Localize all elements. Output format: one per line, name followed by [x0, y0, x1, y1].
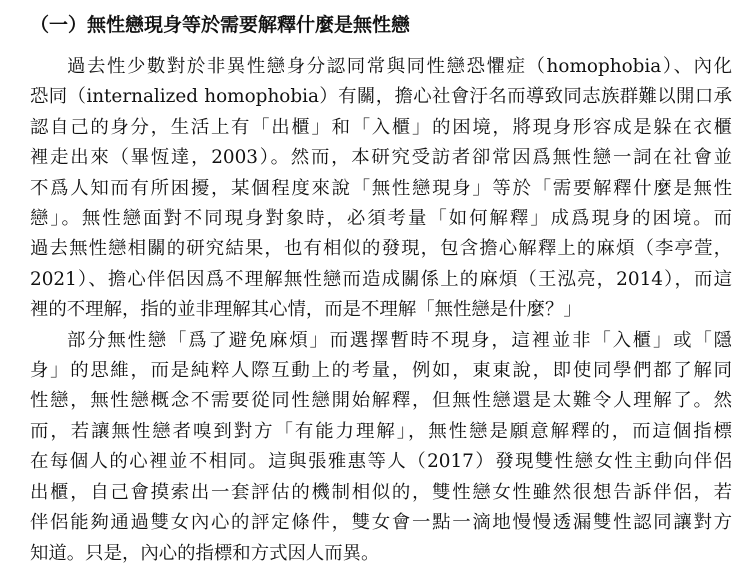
paragraph-line: 裡走出來（畢恆達，2003）。然而，本研究受訪者卻常因爲無性戀一詞在社會並 — [30, 147, 732, 169]
paragraph-line: 伴侶能夠通過雙女內心的評定條件，雙女會一點一滴地慢慢透漏雙性認同讓對方 — [30, 512, 732, 534]
paragraph-line: 恐同（internalized homophobia）有關，擔心社會汙名而導致同志族群難以開口承 — [30, 86, 732, 108]
paragraph-line: 戀」。無性戀面對不同現身對象時，必須考量「如何解釋」成爲現身的困境。而 — [30, 208, 732, 230]
paragraph-line: 身」的思維，而是純粹人際互動上的考量，例如，東東說，即使同學們都了解同 — [30, 360, 732, 382]
paragraph-2 — [30, 326, 732, 569]
paragraph-line: 在每個人的心裡並不相同。這與張雅惠等人（2017）發現雙性戀女性主動向伴侶 — [30, 451, 732, 473]
paragraph-line: 出櫃，自己會摸索出一套評估的機制相似的，雙性戀女性雖然很想告訴伴侶，若 — [30, 481, 732, 503]
paragraph-line: 2021）、擔心伴侶因爲不理解無性戀而造成關係上的麻煩（王泓亮，2014），而這 — [30, 268, 732, 290]
paragraph-line: 認自己的身分，生活上有「出櫃」和「入櫃」的困境，將現身形容成是躲在衣櫃 — [30, 116, 732, 138]
paragraph-line: 而，若讓無性戀者嗅到對方「有能力理解」，無性戀是願意解釋的，而這個指標 — [30, 420, 732, 442]
paragraph-1 — [30, 52, 732, 326]
paragraph-line: 性戀，無性戀概念不需要從同性戀開始解釋，但無性戀還是太難令人理解了。然 — [30, 390, 732, 412]
section-heading: （一）無性戀現身等於需要解釋什麼是無性戀 — [30, 14, 411, 36]
paragraph-line: 知道。只是，內心的指標和方式因人而異。 — [30, 542, 380, 564]
paragraph-line: 過去無性戀相關的研究結果，也有相似的發現，包含擔心解釋上的麻煩（李亭萱， — [30, 238, 732, 260]
paragraph-line: 不爲人知而有所困擾，某個程度來說「無性戀現身」等於「需要解釋什麼是無性 — [30, 177, 732, 199]
paragraph-line: 裡的不理解，指的並非理解其心情，而是不理解「無性戀是什麼？」 — [30, 299, 582, 321]
paragraph-line: 過去性少數對於非異性戀身分認同常與同性戀恐懼症（homophobia）、內化 — [67, 56, 732, 77]
paragraph-line: 部分無性戀「爲了避免麻煩」而選擇暫時不現身，這裡並非「入櫃」或「隱 — [67, 329, 732, 351]
